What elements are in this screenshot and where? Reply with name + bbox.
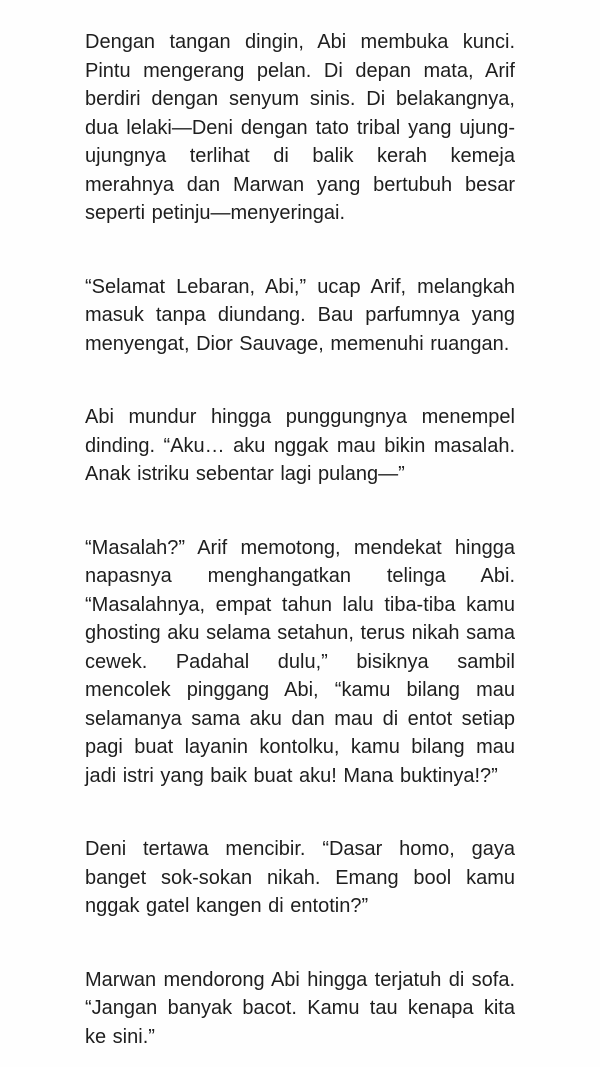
document-page <box>85 0 515 1051</box>
story-paragraph: “Masalah?” Arif memotong, mendekat hingga napasnya menghangatkan telinga Abi. “Masalahnya, empat tahun lalu tiba-tiba kamu ghosting aku selama setahun, terus nikah sama cewek. Padahal dulu,” bisiknya sambil mencolek pinggang Abi, “kamu bilang mau selamanya sama aku dan mau di entot setiap pagi buat layanin kontolku, kamu bilang mau jadi istri yang baik buat aku! Mana buktinya!?” <box>85 536 515 787</box>
story-paragraph: Abi mundur hingga punggungnya menempel dinding. “Aku… aku nggak mau bikin masalah. Anak istriku sebentar lagi pulang—” <box>85 406 515 485</box>
story-paragraph: Dengan tangan dingin, Abi membuka kunci. Pintu mengerang pelan. Di depan mata, Arif berdiri dengan senyum sinis. Di belakangnya, dua lelaki—Deni dengan tato tribal yang ujung-ujungnya terlihat di balik kerah kemeja merahnya dan Marwan yang bertubuh besar seperti petinju—menyeringai. <box>85 31 515 224</box>
story-paragraph: Deni tertawa mencibir. “Dasar homo, gaya banget sok-sokan nikah. Emang bool kamu nggak gatel kangen di entotin?” <box>85 838 515 917</box>
story-paragraph: “Selamat Lebaran, Abi,” ucap Arif, melangkah masuk tanpa diundang. Bau parfumnya yang menyengat, Dior Sauvage, memenuhi ruangan. <box>85 275 515 355</box>
story-paragraph: Marwan mendorong Abi hingga terjatuh di sofa. “Jangan banyak bacot. Kamu tau kenapa kita ke sini.” <box>85 968 515 1048</box>
